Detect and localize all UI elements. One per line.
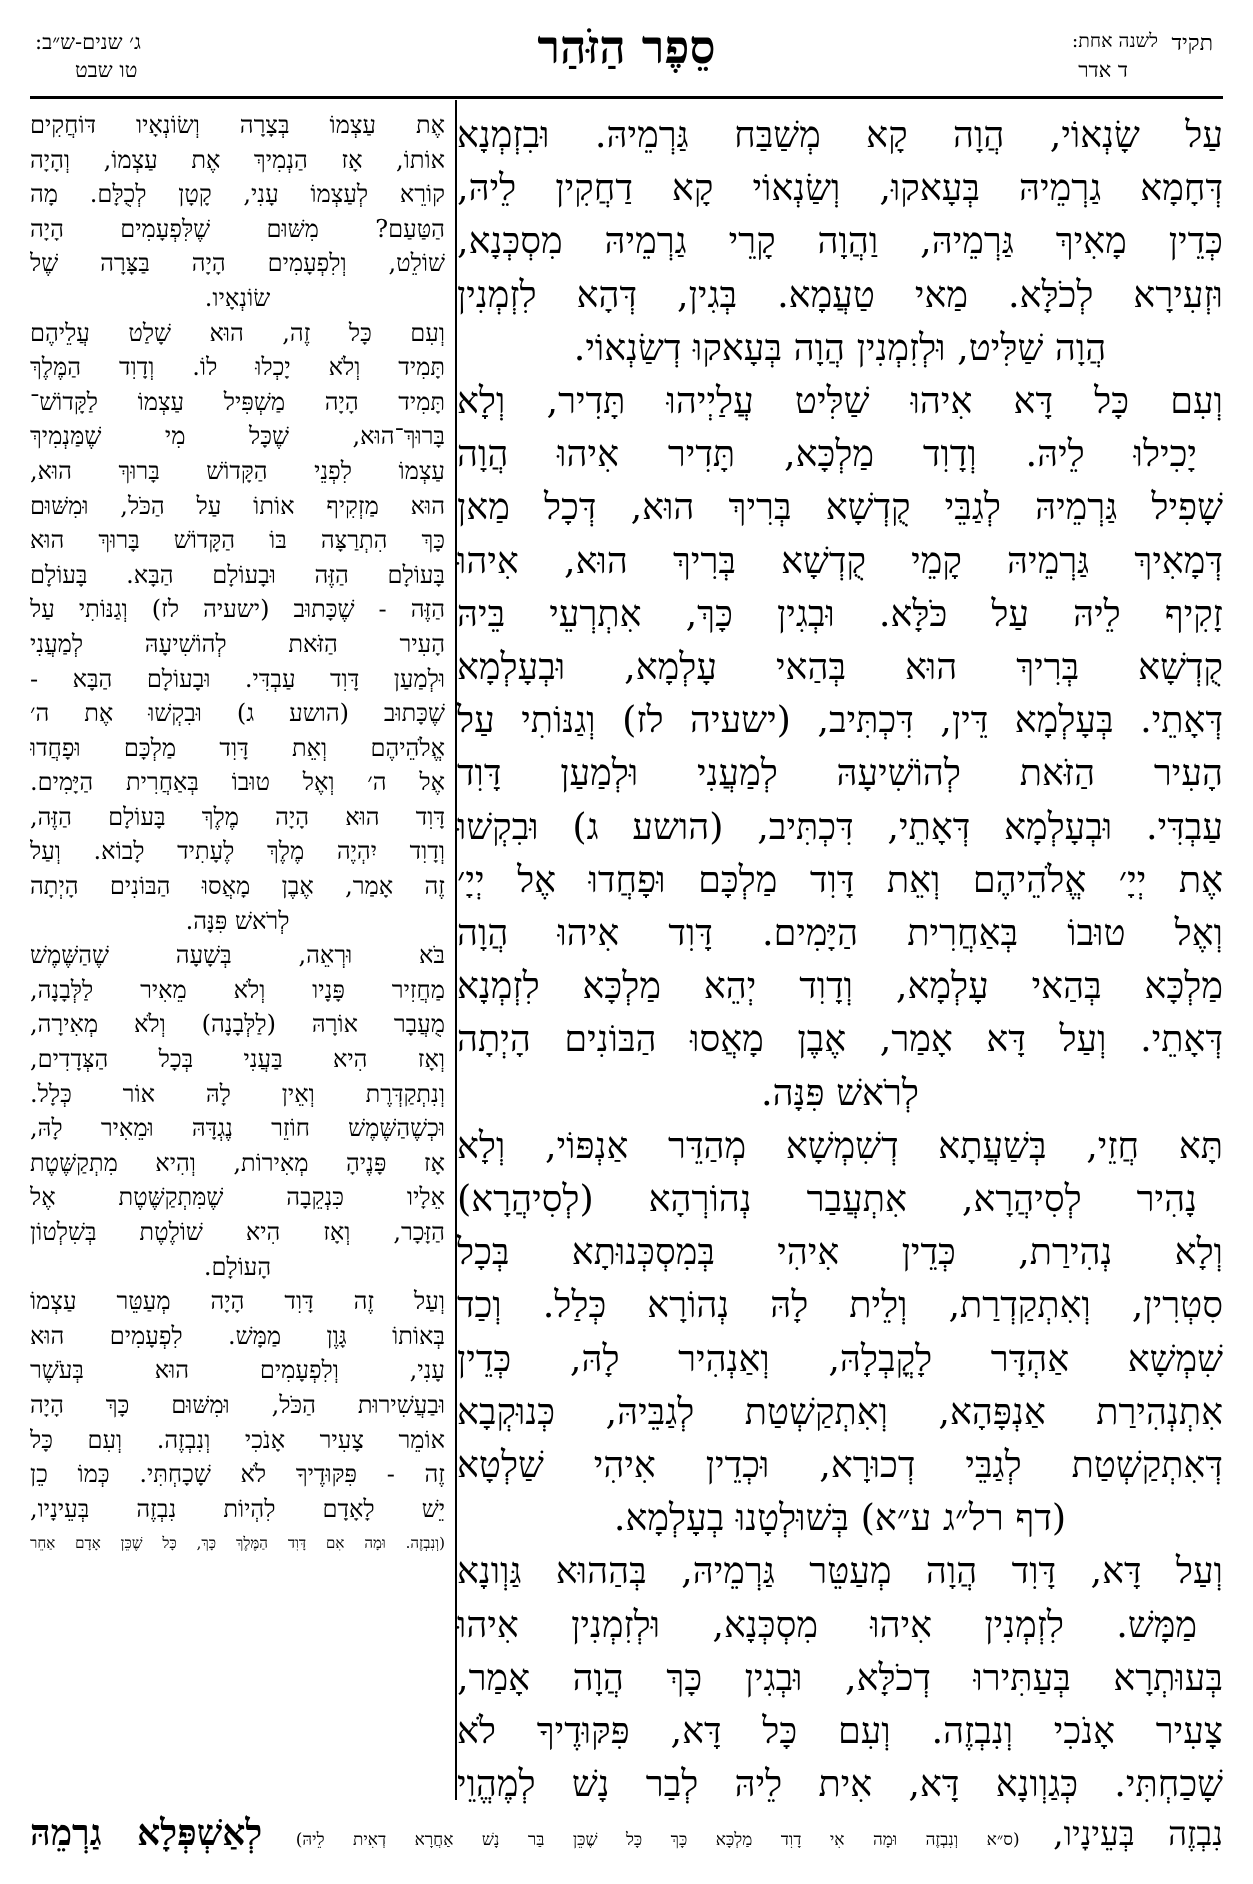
main-line: עַל שָׂנְאוֹי, הֲוָה קָא מְשַׁבַּח גַּרְמֵיהּ. וּבִזְמְנָא [457, 113, 1223, 156]
side-line: וּלְמַעַן דָּוִד עַבְדִּי. וּבָעוֹלָם הַבָּא - [30, 664, 445, 693]
side-line: וּבַעֲשִׁירוּת הַכֹּל, וּמִשּׁוּם כָּךְ הָיָה [30, 1390, 445, 1419]
side-line: תָּמִיד וְלֹא יָכְלוּ לוֹ. וְדָוִד הַמֶּלֶךְ [30, 353, 445, 382]
header-divider [30, 96, 1223, 99]
page-title: סֵפֶר הַזֹּהַר [537, 20, 716, 74]
side-line: הַטַּעַם? מִשּׁוּם שֶׁלִּפְעָמִים הָיָה [30, 214, 445, 243]
side-line: אֵלָיו כִּנְקֵבָה שֶׁמִּתְקַשֶּׁטֶת אֶל [30, 1183, 445, 1212]
side-line: שֶׁכָּתוּב (הושע ג) וּבִקְשׁוּ אֶת ה׳ [30, 699, 445, 728]
main-line: צָעִיר אָנֹכִי וְנִבְזֶה. וְעִם כָּל דָּא, פִּקּוּדֶיךָ לֹא [457, 1709, 1223, 1753]
main-line: דְּחָמָא גַרְמֵיהּ בְּעָאקוּ, וְשַׂנְאוֹי קָא דַחֲקִין לֵיהּ, [457, 166, 1223, 210]
side-line: וְנִתְקַדְּרֶת וְאֵין לָהּ אוֹר כְּלָל. [30, 1079, 445, 1108]
side-line: תָּמִיד הָיָה מַשְׁפִּיל עַצְמוֹ לַקָּדוֹשׁ־ [30, 387, 445, 416]
main-line: וְלָא נְהִירַת, כְּדֵין אִיהִי בְּמִסְכְּנוּתָא בְּכָל [457, 1230, 1223, 1274]
bottom-line [30, 1806, 1223, 1861]
main-line: וְאֶל טוּבוֹ בְּאַחֲרִית הַיָּמִים. דָּוִד אִיהוּ הֲוָה [457, 911, 1223, 955]
main-line: שָׁכַחְתִּי. כְּגַוְונָא דָּא, אִית לֵיהּ לְבַר נָשׁ לְמֶהֱוֵי [457, 1762, 1223, 1806]
side-line: וְעִם כָּל זֶה, הוּא שָׁלַט עֲלֵיהֶם [30, 318, 445, 347]
header-cycle-date: טו שבט [75, 58, 138, 82]
side-line: עָנִי, וְלִפְעָמִים הוּא בְּעֹשֶׁר [30, 1356, 445, 1385]
main-line: תָּא חֲזֵי, בְּשַׁעֲתָא דְשִׁמְשָׁא מְהַדֵּר אַנְפּוֹי, וְלָא [457, 1123, 1223, 1167]
side-line: עַצְמוֹ לִפְנֵי הַקָּדוֹשׁ בָּרוּךְ הוּא, [30, 456, 445, 485]
main-line: קֻדְשָׁא בְּרִיךְ הוּא בְּהַאי עָלְמָא, וּבְעָלְמָא [457, 645, 1223, 689]
side-line: וְעַל זֶה דָּוִד הָיָה מְעַטֵּר עַצְמוֹ [30, 1287, 445, 1316]
main-line: נָהִיר לְסִיהֲרָא, אִתְעֲבַר נְהוֹרְהָא (לְסִיהֲרָא) [457, 1177, 1197, 1221]
side-line: זֶה - פִּקּוּדֶיךָ לֹא שָׁכָחְתִּי. כְּמוֹ כֵן [30, 1460, 445, 1489]
main-line: מַמָּשׁ. לִזְמְנִין אִיהוּ מִסְכְּנָא, וּלְזִמְנִין אִיהוּ [457, 1602, 1197, 1646]
side-line: בָּעוֹלָם הַזֶּה וּבָעוֹלָם הַבָּא. בָּעוֹלָם [30, 560, 445, 589]
side-line: אֶת עַצְמוֹ בְּצָרָה וְשׂוֹנְאָיו דּוֹחֲקִים [30, 111, 445, 139]
side-line: הַזֶּה - שֶׁכָּתוּב (ישעיה לז) וְגַנּוֹתִי עַל [30, 595, 445, 624]
side-line: כָּךְ הִתְרַצָּה בּוֹ הַקָּדוֹשׁ בָּרוּךְ הוּא [30, 526, 445, 555]
side-line: (וְנִבְזֶה. וּמָה אִם דָּוִד הַמֶּלֶךְ כָּךְ, כָּל שֶׁכֵּן אָדָם אַחֵר [30, 1534, 445, 1553]
side-line: בֹּא וּרְאֵה, בְּשָׁעָה שֶׁהַשֶּׁמֶשׁ [30, 941, 445, 970]
side-line: לְרֹאשׁ פִּנָּה. [185, 906, 290, 935]
side-line: הָעִיר הַזֹּאת לְהוֹשִׁיעָהּ לְמַעֲנִי [30, 629, 445, 658]
main-line: וְעִם כָּל דָּא אִיהוּ שַׁלִּיט עֲלַיְיהוּ תָּדִיר, וְלָא [457, 379, 1223, 423]
main-text-column [457, 108, 1223, 1858]
side-line: יֵשׁ לָאָדָם לִהְיוֹת נִבְזֶה בְּעֵינָיו, [30, 1494, 445, 1523]
main-line: בְּעוּתְרָא בְּעַתִּירוּ דְכֹלָּא, וּבְגִין כָּךְ הֲוָה אָמַר, [457, 1655, 1223, 1699]
side-line: שׂוֹנְאָיו. [204, 283, 271, 312]
side-line: הַזָּכָר, וְאָז הִיא שׁוֹלֶטֶת בְּשִׁלְטוֹן [30, 1218, 445, 1246]
side-line: בְּאוֹתוֹ גָּוֶן מַמָּשׁ. לִפְעָמִים הוּא [30, 1321, 445, 1350]
header-year-label: לשנה אחת: [1071, 30, 1158, 52]
side-line: אוֹתוֹ, אָז הַנְמִיךְ אֶת עַצְמוֹ, וְהָיָה [30, 145, 445, 174]
main-line: דְּאָתֵי. וְעַל דָּא אָמַר, אֶבֶן מָאֲסוּ הַבּוֹנִים הָיְתָה [457, 1017, 1223, 1061]
side-line: קוֹרֵא לְעַצְמוֹ עָנִי, קָטָן לְכֻלָּם. מָה [30, 180, 445, 209]
side-line: הוּא מַזְקִיף אוֹתוֹ עַל הַכֹּל, וּמִשּׁוּם [30, 491, 445, 520]
main-line: סִטְרִין, וְאִתְקַדְרַת, וְלֵית לָהּ נְהוֹרָא כְּלַל. וְכַד [457, 1283, 1223, 1327]
header-date: ד אדר [1078, 58, 1128, 82]
header-tikkun: תקיד [1171, 31, 1213, 56]
main-line: שִׁמְשָׁא אַהְדָּר לָקֳבְלָהּ, וְאַנְהִיר לָהּ, כְּדֵין [457, 1336, 1223, 1380]
side-line: וְאָז הִיא בַּעֲנִי בְּכָל הַצְּדָדִים, [30, 1045, 445, 1074]
side-line: בָּרוּךְ־הוּא, שֶׁכָּל מִי שֶׁמַּנְמִיךְ [30, 422, 445, 451]
translation-column [30, 108, 445, 1798]
side-line: אוֹמֵר צָעִיר אָנֹכִי וְנִבְזֶה. וְעִם כָּל [30, 1425, 445, 1454]
main-line: הָעִיר הַזֹּאת לְהוֹשִׁיעָהּ לְמַעֲנִי וּלְמַעַן דָּוִד [457, 751, 1223, 795]
side-line: שׁוֹלֵט, וְלִפְעָמִים הָיָה בַּצָּרָה שֶׁל [30, 249, 445, 278]
main-line: מַלְכָּא בְּהַאי עָלְמָא, וְדָוִד יְהֵא מַלְכָּא לִזְמְנָא [457, 964, 1223, 1008]
main-line: הֲוָה שַׁלִּיט, וּלְזִמְנִין הֲוָה בְּעָאקוּ דְשַׂנְאוֹי. [573, 325, 1107, 369]
main-line: אֶת יְיָ׳ אֱלֹהֵיהֶם וְאֵת דָּוִד מַלְכָּם וּפָחֲדוּ אֶל יְיָ׳ [457, 857, 1223, 901]
main-line: לְרֹאשׁ פִּנָּה. [761, 1070, 919, 1114]
header-cycle: ג׳ שנים-ש״ב: [35, 30, 141, 54]
main-line: אִתְנְהִירַת אַנְפָּהָא, וְאִתְקַשְׁטַת לְגַבֵּיהּ, כְּנוּקְבָא [457, 1389, 1223, 1433]
side-line: אֶל ה׳ וְאֶל טוּבוֹ בְּאַחֲרִית הַיָּמִים. [30, 768, 445, 797]
bottom-variant-note: (ס״א וְנִבְזֶה וּמָה אִי דָוִד מַלְכָּא כָּךְ כָּל שֶׁכֵּן בַּר נָשׁ אַחֲרָא דְאִית לֵיהּ) [295, 1830, 1020, 1850]
main-line: כְּדֵין מָאִיךְ גַּרְמֵיהּ, וַהֲוָה קָרֵי גַרְמֵיהּ מִסְכְּנָא, [457, 219, 1223, 263]
bottom-main-text: נִבְזֶה בְּעֵינָיו, [1053, 1814, 1223, 1853]
main-line: דְּאִתְקַשְׁטַת לְגַבֵּי דְכוּרָא, וּכְדֵין אִיהִי שַׁלְטָא [457, 1443, 1223, 1487]
main-line: וּזְעִירָא לְכֹלָּא. מַאי טַעֲמָא. בְּגִין, דְּהָא לִזְמְנִין [457, 272, 1223, 316]
side-line: דָּוִד הוּא הָיָה מֶלֶךְ בָּעוֹלָם הַזֶּה, [30, 802, 445, 831]
side-line: וְדָוִד יִהְיֶה מֶלֶךְ לֶעָתִיד לָבוֹא. וְעַל [30, 837, 445, 866]
main-line: זָקִיף לֵיהּ עַל כֹּלָּא. וּבְגִין כָּךְ, אִתְרְעֵי בֵּיהּ [457, 591, 1223, 635]
main-line: דְּאָתֵי. בְּעָלְמָא דֵּין, דִּכְתִּיב, (ישעיה לז) וְגַנּוֹתִי עַל [457, 698, 1223, 742]
side-line: הָעוֹלָם. [203, 1252, 272, 1281]
side-line: מַחֲזִיר פָּנָיו וְלֹא מֵאִיר לַלְּבָנָה, [30, 975, 445, 1004]
main-line: וְעַל דָּא, דָּוִד הֲוָה מְעַטֵּר גַּרְמֵיהּ, בְּהַהוּא גַּוְונָא [457, 1549, 1223, 1593]
main-line: שָׁפִיל גַּרְמֵיהּ לְגַבֵּי קֻדְשָׁא בְּרִיךְ הוּא, דְּכָל מַאן [457, 485, 1223, 529]
side-line: וּכְשֶׁהַשֶּׁמֶשׁ חוֹזֵר נֶגְדָּהּ וּמֵאִיר לָהּ, [30, 1114, 445, 1143]
side-line: מֻעֲבָר אוֹרָהּ (לַלְּבָנָה) וְלֹא מְאִירָה, [30, 1010, 445, 1039]
side-line: זֶה אָמַר, אֶבֶן מָאֲסוּ הַבּוֹנִים הָיְתָה [30, 872, 445, 901]
side-line: אֱלֹהֵיהֶם וְאֵת דָּוִד מַלְכָּם וּפָחֲדוּ [30, 733, 445, 762]
main-line: דְּמָאִיךְ גַּרְמֵיהּ קָמֵי קֻדְשָׁא בְּרִיךְ הוּא, אִיהוּ [457, 538, 1223, 582]
main-line: (דף רל״ג ע״א) בְּשׁוּלְטָנוּ בְעָלְמָא. [613, 1496, 1067, 1540]
catchword: לְאַשְׁפְּלָא גַרְמֵהּ [30, 1812, 263, 1854]
main-line: יָכִילוּ לֵיהּ. וְדָוִד מַלְכָּא, תָּדִיר אִיהוּ הֲוָה [457, 432, 1197, 476]
side-line: אָז פָּנֶיהָ מְאִירוֹת, וְהִיא מִתְקַשֶּׁטֶת [30, 1148, 445, 1177]
column-divider [455, 100, 457, 1800]
main-line: עַבְדִּי. וּבְעָלְמָא דְּאָתֵי, דִּכְתִּיב, (הושע ג) וּבִקְשׁוּ [457, 804, 1223, 848]
